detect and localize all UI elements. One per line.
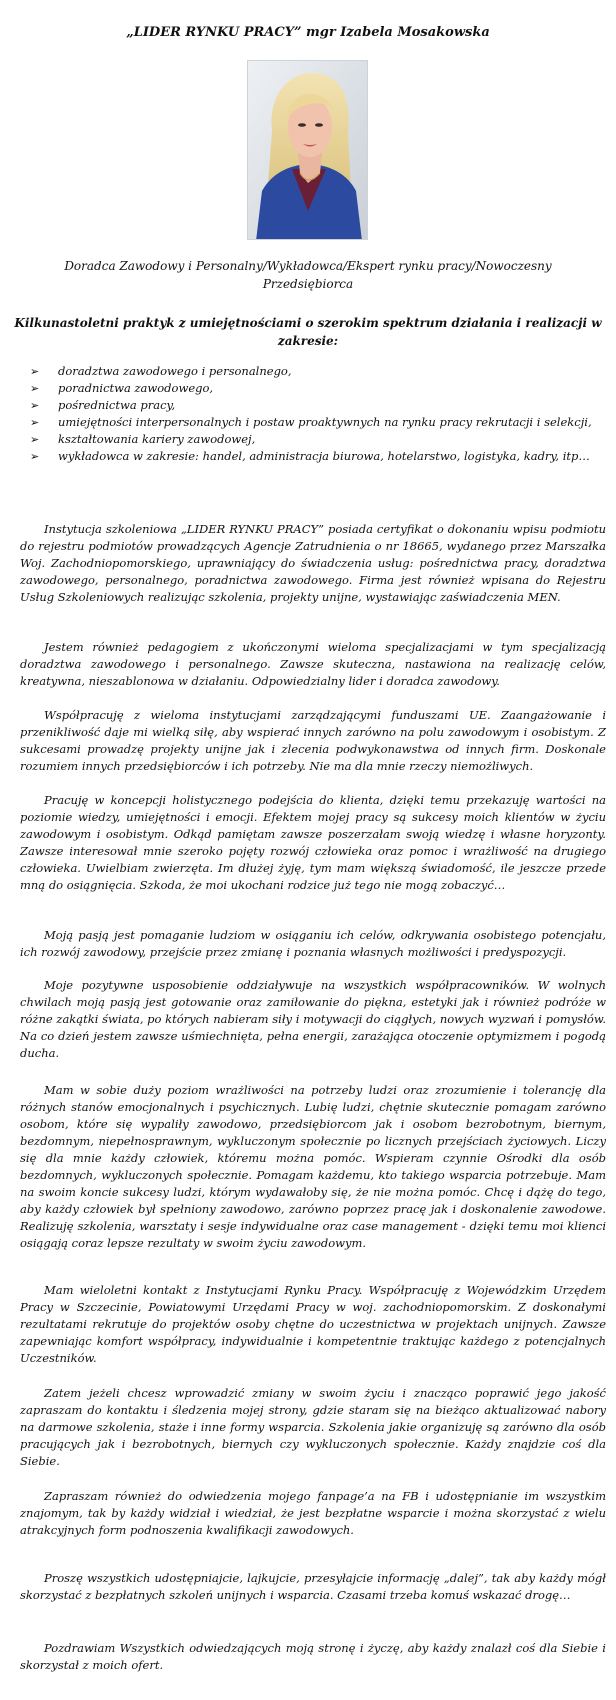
page-title: „LIDER RYNKU PRACY” mgr Izabela Mosakowska bbox=[126, 25, 490, 40]
list-item: ➢ wykładowca w zakresie: handel, administracja biurowa, hotelarstwo, logistyka, kadry, itp… bbox=[30, 449, 590, 463]
paragraph-sensitivity: Mam w sobie duży poziom wrażliwości na potrzeby ludzi oraz zrozumienie i tolerancję dla różnych stanów emocjonalnych i psychicznych. Lubię ludzi, chętnie skutecznie pomagam zarówno osobom, które się wypaliły zawodowo, przedsiębiorcom jak i osobom bezrobotnym, biernym, bezdomnym, niepełnosprawnym, wykluczonym społecznie po licznych przejściach życiowych. Liczy się dla mnie każdy człowiek, któremu można pomóc. Wspieram czynnie Ośrodki dla osób bezdomnych, wykluczonych społecznie. Pomagam każdemu, kto takiego wsparcia potrzebuje. Mam na swoim koncie sukcesy ludzi, którym wydawałoby się, że nie można pomóc. Chcę i dążę do tego, aby każdy człowiek był spełniony zawodowo, zarówno poprzez pracę jak i doskonalenie zawodowe. Realizuję szkolenia, warsztaty i sesje indywidualne oraz case management - dzięki temu moi klienci osiągają coraz lepsze rezultaty w swoim życiu zawodowym. bbox=[20, 1083, 606, 1250]
paragraph-fanpage: Zapraszam również do odwiedzenia mojego fanpage’a na FB i udostępnianie im wszystkim znajomym, tak by każdy widział i wiedział, że jest bezpłatne wsparcie i można skorzystać z wielu atrakcyjnych form podnoszenia kwalifikacji zawodowych. bbox=[20, 1489, 606, 1537]
list-item: ➢ umiejętności interpersonalnych i postaw proaktywnych na rynku pracy rekrutacji i selekcji, bbox=[30, 415, 592, 429]
list-item: ➢ pośrednictwa pracy, bbox=[30, 398, 176, 412]
paragraph-passion: Moją pasją jest pomaganie ludziom w osiąganiu ich celów, odkrywania osobistego potencjału, ich rozwój zawodowy, przejście przez zmianę i poznania własnych możliwości i predyspozycji. bbox=[20, 928, 606, 959]
paragraph-share: Proszę wszystkich udostępniajcie, lajkujcie, przesyłajcie informację „dalej”, tak aby każdy mógł skorzystać z bezpłatnych szkoleń unijnych i wsparcia. Czasami trzeba komuś wskazać drogę… bbox=[20, 1571, 606, 1602]
list-item: ➢ poradnictwa zawodowego, bbox=[30, 381, 214, 395]
arrow-bullet-icon: ➢ bbox=[30, 382, 40, 395]
paragraph-disposition: Moje pozytywne usposobienie oddziaływuje na wszystkich współpracowników. W wolnych chwilach moją pasją jest gotowanie oraz zamiłowanie do piękna, estetyki jak i również podróże w różne zakątki świata, po których nabieram siły i motywacji do ciągłych, nowych wyzwań i pomysłów. Na co dzień jestem zawsze uśmiechnięta, pełna energii, zarażająca otoczenie optymizmem i pogodą ducha. bbox=[20, 978, 606, 1060]
portrait-photo bbox=[247, 60, 368, 240]
paragraph-cooperation: Współpracuję z wieloma instytucjami zarządzającymi funduszami UE. Zaangażowanie i przenikliwość daje mi wielką siłę, aby wspierać innych zarówno na polu zawodowym i osobistym. Z sukcesami prowadzę projekty unijne jak i zlecenia podwykonawstwa od innych firm. Doskonale rozumiem innych przedsiębiorców i ich potrzeby. Nie ma dla mnie rzeczy niemożliwych. bbox=[20, 708, 606, 773]
arrow-bullet-icon: ➢ bbox=[30, 450, 40, 463]
paragraph-greeting: Pozdrawiam Wszystkich odwiedzających moją stronę i życzę, aby każdy znalazł coś dla Siebie i skorzystał z moich ofert. bbox=[20, 1641, 606, 1672]
list-item: ➢ doradztwa zawodowego i personalnego, bbox=[30, 364, 292, 378]
arrow-bullet-icon: ➢ bbox=[30, 399, 40, 412]
paragraph-institution: Instytucja szkoleniowa „LIDER RYNKU PRACY” posiada certyfikat o dokonaniu wpisu podmiotu do rejestru podmiotów prowadzących Agencje Zatrudnienia o nr 18665, wydanego przez Marszałka Woj. Zachodniopomorskiego, uprawniający do świadczenia usług: pośrednictwa pracy, doradztwa zawodowego, personalnego, poradnictwa zawodowego. Firma jest również wpisana do Rejestru Usług Szkoleniowych realizując szkolenia, projekty unijne, wystawiając zaświadczenia MEN. bbox=[20, 522, 606, 604]
paragraph-labour-institutions: Mam wieloletni kontakt z Instytucjami Rynku Pracy. Współpracuję z Wojewódzkim Urzędem Pracy w Szczecinie, Powiatowymi Urzędami Pracy w woj. zachodniopomorskim. Z doskonałymi rezultatami rekrutuje do projektów osoby chętne do uczestnictwa w projektach unijnych. Zawsze zapewniając komfort współpracy, indywidualnie i kompetentnie traktując każdego z potencjalnych Uczestników. bbox=[20, 1283, 606, 1365]
arrow-bullet-icon: ➢ bbox=[30, 433, 40, 446]
arrow-bullet-icon: ➢ bbox=[30, 365, 40, 378]
paragraph-holistic: Pracuję w koncepcji holistycznego podejścia do klienta, dzięki temu przekazuję wartości na poziomie wiedzy, umiejętności i emocji. Efektem mojej pracy są sukcesy moich klientów w życiu zawodowym i osobistym. Odkąd pamiętam zawsze poszerzałam swoją wiedzę i własne horyzonty. Zawsze interesował mnie szeroko pojęty rozwój człowieka oraz pomoc i wrażliwość na drugiego człowieka. Uwielbiam zwierzęta. Im dłużej żyję, tym mam większą świadomość, ile jeszcze przede mną do osiągnięcia. Szkoda, że moi ukochani rodzice już tego nie mogą zobaczyć… bbox=[20, 793, 606, 892]
portrait-image bbox=[248, 61, 368, 240]
professional-role: Doradca Zawodowy i Personalny/Wykładowca/Ekspert rynku pracy/Nowoczesny Przedsiębiorca bbox=[64, 259, 552, 291]
paragraph-invitation: Zatem jeżeli chcesz wprowadzić zmiany w swoim życiu i znacząco poprawić jego jakość zapraszam do kontaktu i śledzenia mojej strony, gdzie staram się na bieżąco aktualizować nabory na darmowe szkolenia, staże i inne formy wsparcia. Szkolenia jakie organizuję są zarówno dla osób pracujących jak i bezrobotnych, biernych czy wykluczonych społecznie. Każdy znajdzie coś dla Siebie. bbox=[20, 1386, 606, 1468]
intro-heading: Kilkunastoletni praktyk z umiejętnościami o szerokim spektrum działania i realizacji w zakresie: bbox=[14, 316, 602, 348]
scope-list bbox=[30, 363, 616, 465]
list-item: ➢ kształtowania kariery zawodowej, bbox=[30, 432, 256, 446]
arrow-bullet-icon: ➢ bbox=[30, 416, 40, 429]
paragraph-pedagogue: Jestem również pedagogiem z ukończonymi wieloma specjalizacjami w tym specjalizacją doradztwa zawodowego i personalnego. Zawsze skuteczna, nastawiona na realizację celów, kreatywna, nieszablonowa w działaniu. Odpowiedzialny lider i doradca zawodowy. bbox=[20, 640, 606, 688]
